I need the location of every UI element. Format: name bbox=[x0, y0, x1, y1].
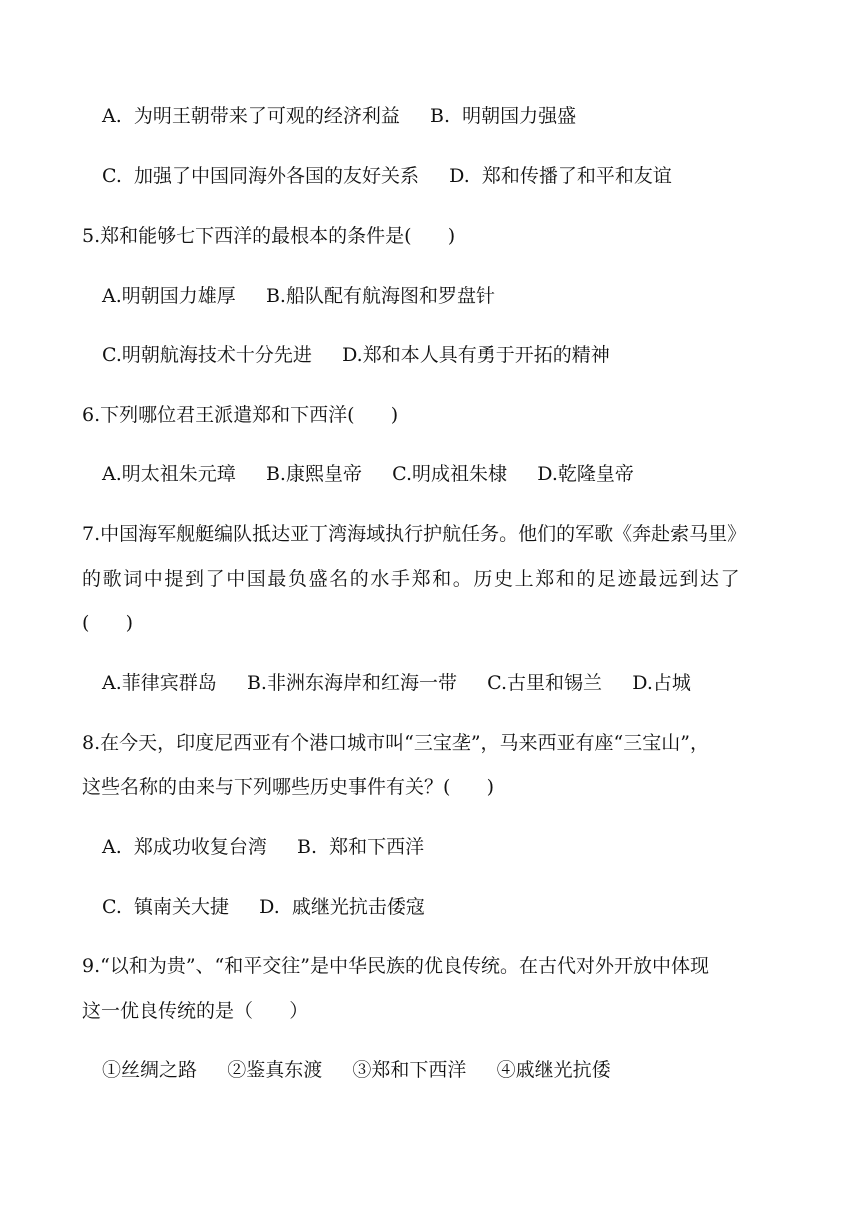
q7-stem-line-3: ( ) bbox=[82, 612, 134, 634]
q6-options: A.明太祖朱元璋 B.康熙皇帝 C.明成祖朱棣 D.乾隆皇帝 bbox=[102, 463, 634, 485]
q4-options-line-2: C. 加强了中国同海外各国的友好关系 D. 郑和传播了和平和友谊 bbox=[102, 165, 672, 187]
q7-stem-line-1: 7.中国海军舰艇编队抵达亚丁湾海域执行护航任务。他们的军歌《奔赴索马里》 bbox=[82, 523, 747, 545]
q6-stem: 6.下列哪位君王派遣郑和下西洋( ) bbox=[82, 404, 399, 426]
q9-stem-line-2: 这一优良传统的是（ ） bbox=[82, 1000, 309, 1022]
q9-items: ①丝绸之路 ②鉴真东渡 ③郑和下西洋 ④戚继光抗倭 bbox=[102, 1059, 611, 1081]
q8-options-line-2: C. 镇南关大捷 D. 戚继光抗击倭寇 bbox=[102, 896, 425, 918]
q4-options-line-1: A. 为明王朝带来了可观的经济利益 B. 明朝国力强盛 bbox=[102, 105, 577, 127]
q5-options-line-1: A.明朝国力雄厚 B.船队配有航海图和罗盘针 bbox=[102, 285, 495, 307]
q7-stem-line-2: 的歌词中提到了中国最负盛名的水手郑和。历史上郑和的足迹最远到达了 bbox=[82, 568, 742, 590]
q8-options-line-1: A. 郑成功收复台湾 B. 郑和下西洋 bbox=[102, 836, 425, 858]
q5-options-line-2: C.明朝航海技术十分先进 D.郑和本人具有勇于开拓的精神 bbox=[102, 344, 610, 366]
q7-options: A.菲律宾群岛 B.非洲东海岸和红海一带 C.古里和锡兰 D.占城 bbox=[102, 672, 691, 694]
q9-stem-line-1: 9.“以和为贵”、“和平交往”是中华民族的优良传统。在古代对外开放中体现 bbox=[82, 955, 709, 977]
q8-stem-line-1: 8.在今天，印度尼西亚有个港口城市叫“三宝垄”，马来西亚有座“三宝山”， bbox=[82, 732, 709, 754]
q8-stem-line-2: 这些名称的由来与下列哪些历史事件有关？( ) bbox=[82, 776, 495, 798]
q5-stem: 5.郑和能够七下西洋的最根本的条件是( ) bbox=[82, 225, 456, 247]
